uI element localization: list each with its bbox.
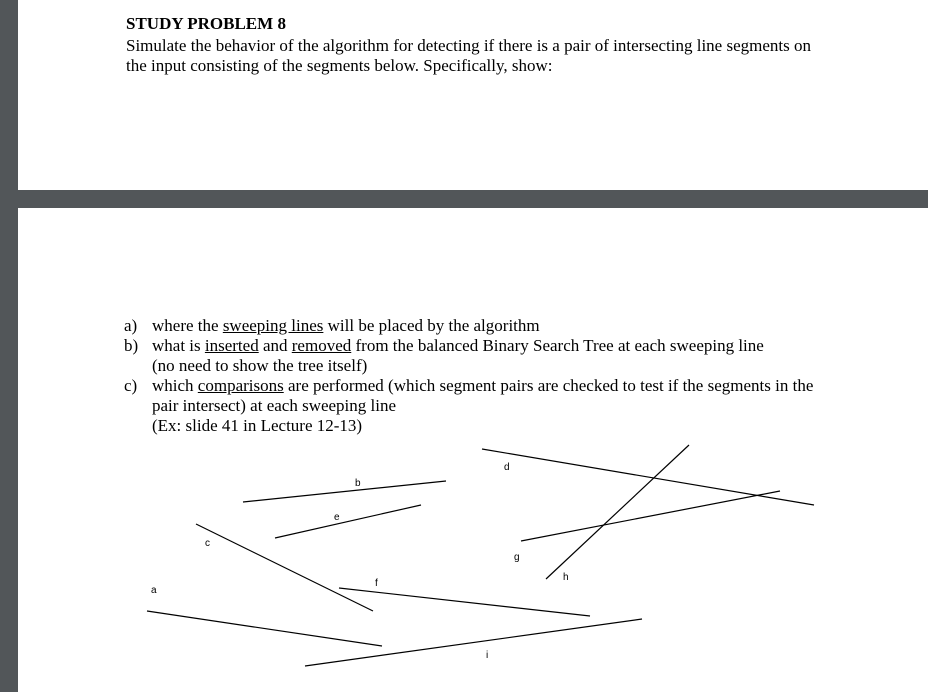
question-text: what is <box>152 336 205 355</box>
problem-title: STUDY PROBLEM 8 <box>126 14 286 33</box>
segments-diagram <box>0 208 928 692</box>
segment-c <box>196 524 373 611</box>
underlined-term: inserted <box>204 336 259 355</box>
question-text: from the balanced Binary Search Tree at each sweeping line <box>351 336 764 355</box>
segment-g <box>521 491 780 541</box>
question-marker: a) <box>124 316 138 335</box>
segment-label-e: e <box>334 512 340 523</box>
segment-a <box>147 611 382 646</box>
document-page-1 <box>18 0 928 190</box>
segment-label-f: f <box>375 578 378 589</box>
question-text: which <box>152 376 198 395</box>
question-text: and <box>258 336 292 355</box>
segment-label-a: a <box>151 585 157 596</box>
question-text: where the <box>152 316 223 335</box>
segment-e <box>275 505 421 538</box>
question-text: are performed (which segment pairs are checked to test if the segments in the pair intersect) at each sweeping line <box>152 376 814 415</box>
underlined-term: removed <box>291 336 352 355</box>
page-separator <box>18 190 928 208</box>
segment-label-h: h <box>563 572 569 583</box>
segment-label-g: g <box>514 552 520 563</box>
underlined-term: comparisons <box>197 376 284 395</box>
question-marker: b) <box>124 336 139 355</box>
segment-label-i: i <box>486 650 489 661</box>
underlined-term: sweeping lines <box>222 316 324 335</box>
segment-f <box>339 588 590 616</box>
question-text: will be placed by the algorithm <box>323 316 540 335</box>
segment-d <box>482 449 814 505</box>
segment-b <box>243 481 446 502</box>
segment-label-d: d <box>504 462 510 473</box>
segment-label-b: b <box>355 478 361 489</box>
segment-label-c: c <box>205 538 210 549</box>
segment-h <box>546 445 689 579</box>
question-marker: c) <box>124 376 138 395</box>
question-note: (no need to show the tree itself) <box>152 356 368 375</box>
problem-description: Simulate the behavior of the algorithm for detecting if there is a pair of intersecting line segments on the input consisting of the segments below. Specifically, show: <box>126 36 811 75</box>
question-note: (Ex: slide 41 in Lecture 12-13) <box>152 416 363 435</box>
